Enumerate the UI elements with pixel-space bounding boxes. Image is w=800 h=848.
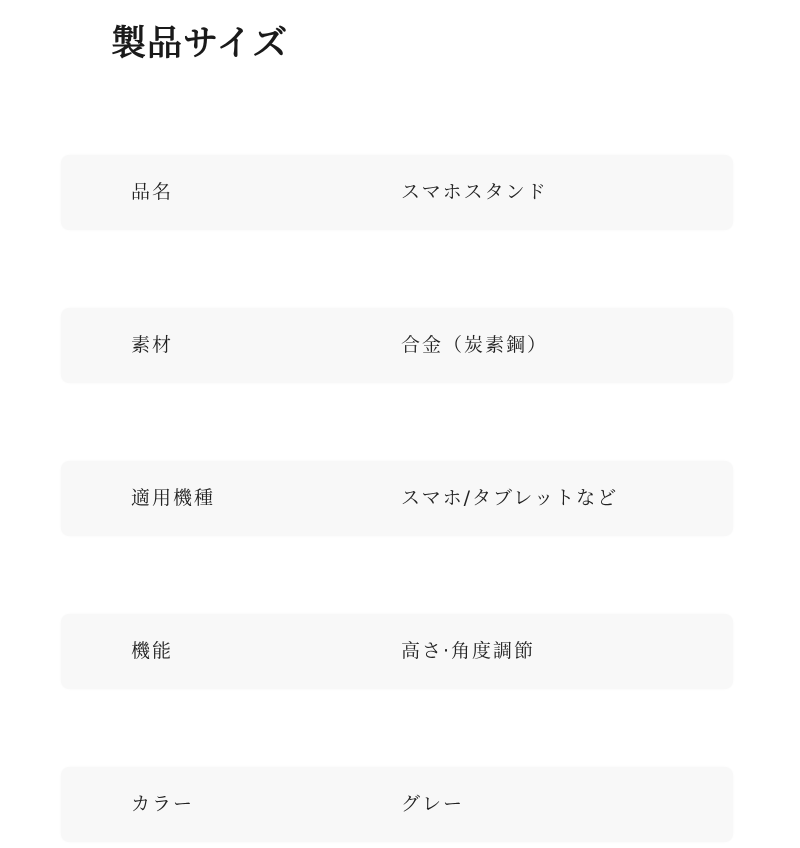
spec-value: スマホ/タブレットなど — [401, 487, 619, 509]
spec-label: 素材 — [131, 334, 174, 356]
spec-row-material — [61, 308, 733, 383]
spec-label: 機能 — [131, 640, 174, 662]
spec-label: 品名 — [131, 181, 174, 203]
spec-value: グレー — [401, 793, 465, 815]
spec-row-compatible-devices — [61, 461, 733, 536]
spec-label: 適用機種 — [131, 487, 216, 509]
spec-label: カラー — [131, 793, 195, 815]
spec-row-color — [61, 767, 733, 842]
spec-table — [61, 155, 733, 842]
spec-value: 合金（炭素鋼） — [401, 334, 549, 356]
page-title: 製品サイズ — [111, 24, 289, 64]
spec-row-product-name — [61, 155, 733, 230]
spec-value: 高さ·角度調節 — [401, 640, 536, 662]
spec-row-function — [61, 614, 733, 689]
spec-value: スマホスタンド — [401, 181, 548, 203]
